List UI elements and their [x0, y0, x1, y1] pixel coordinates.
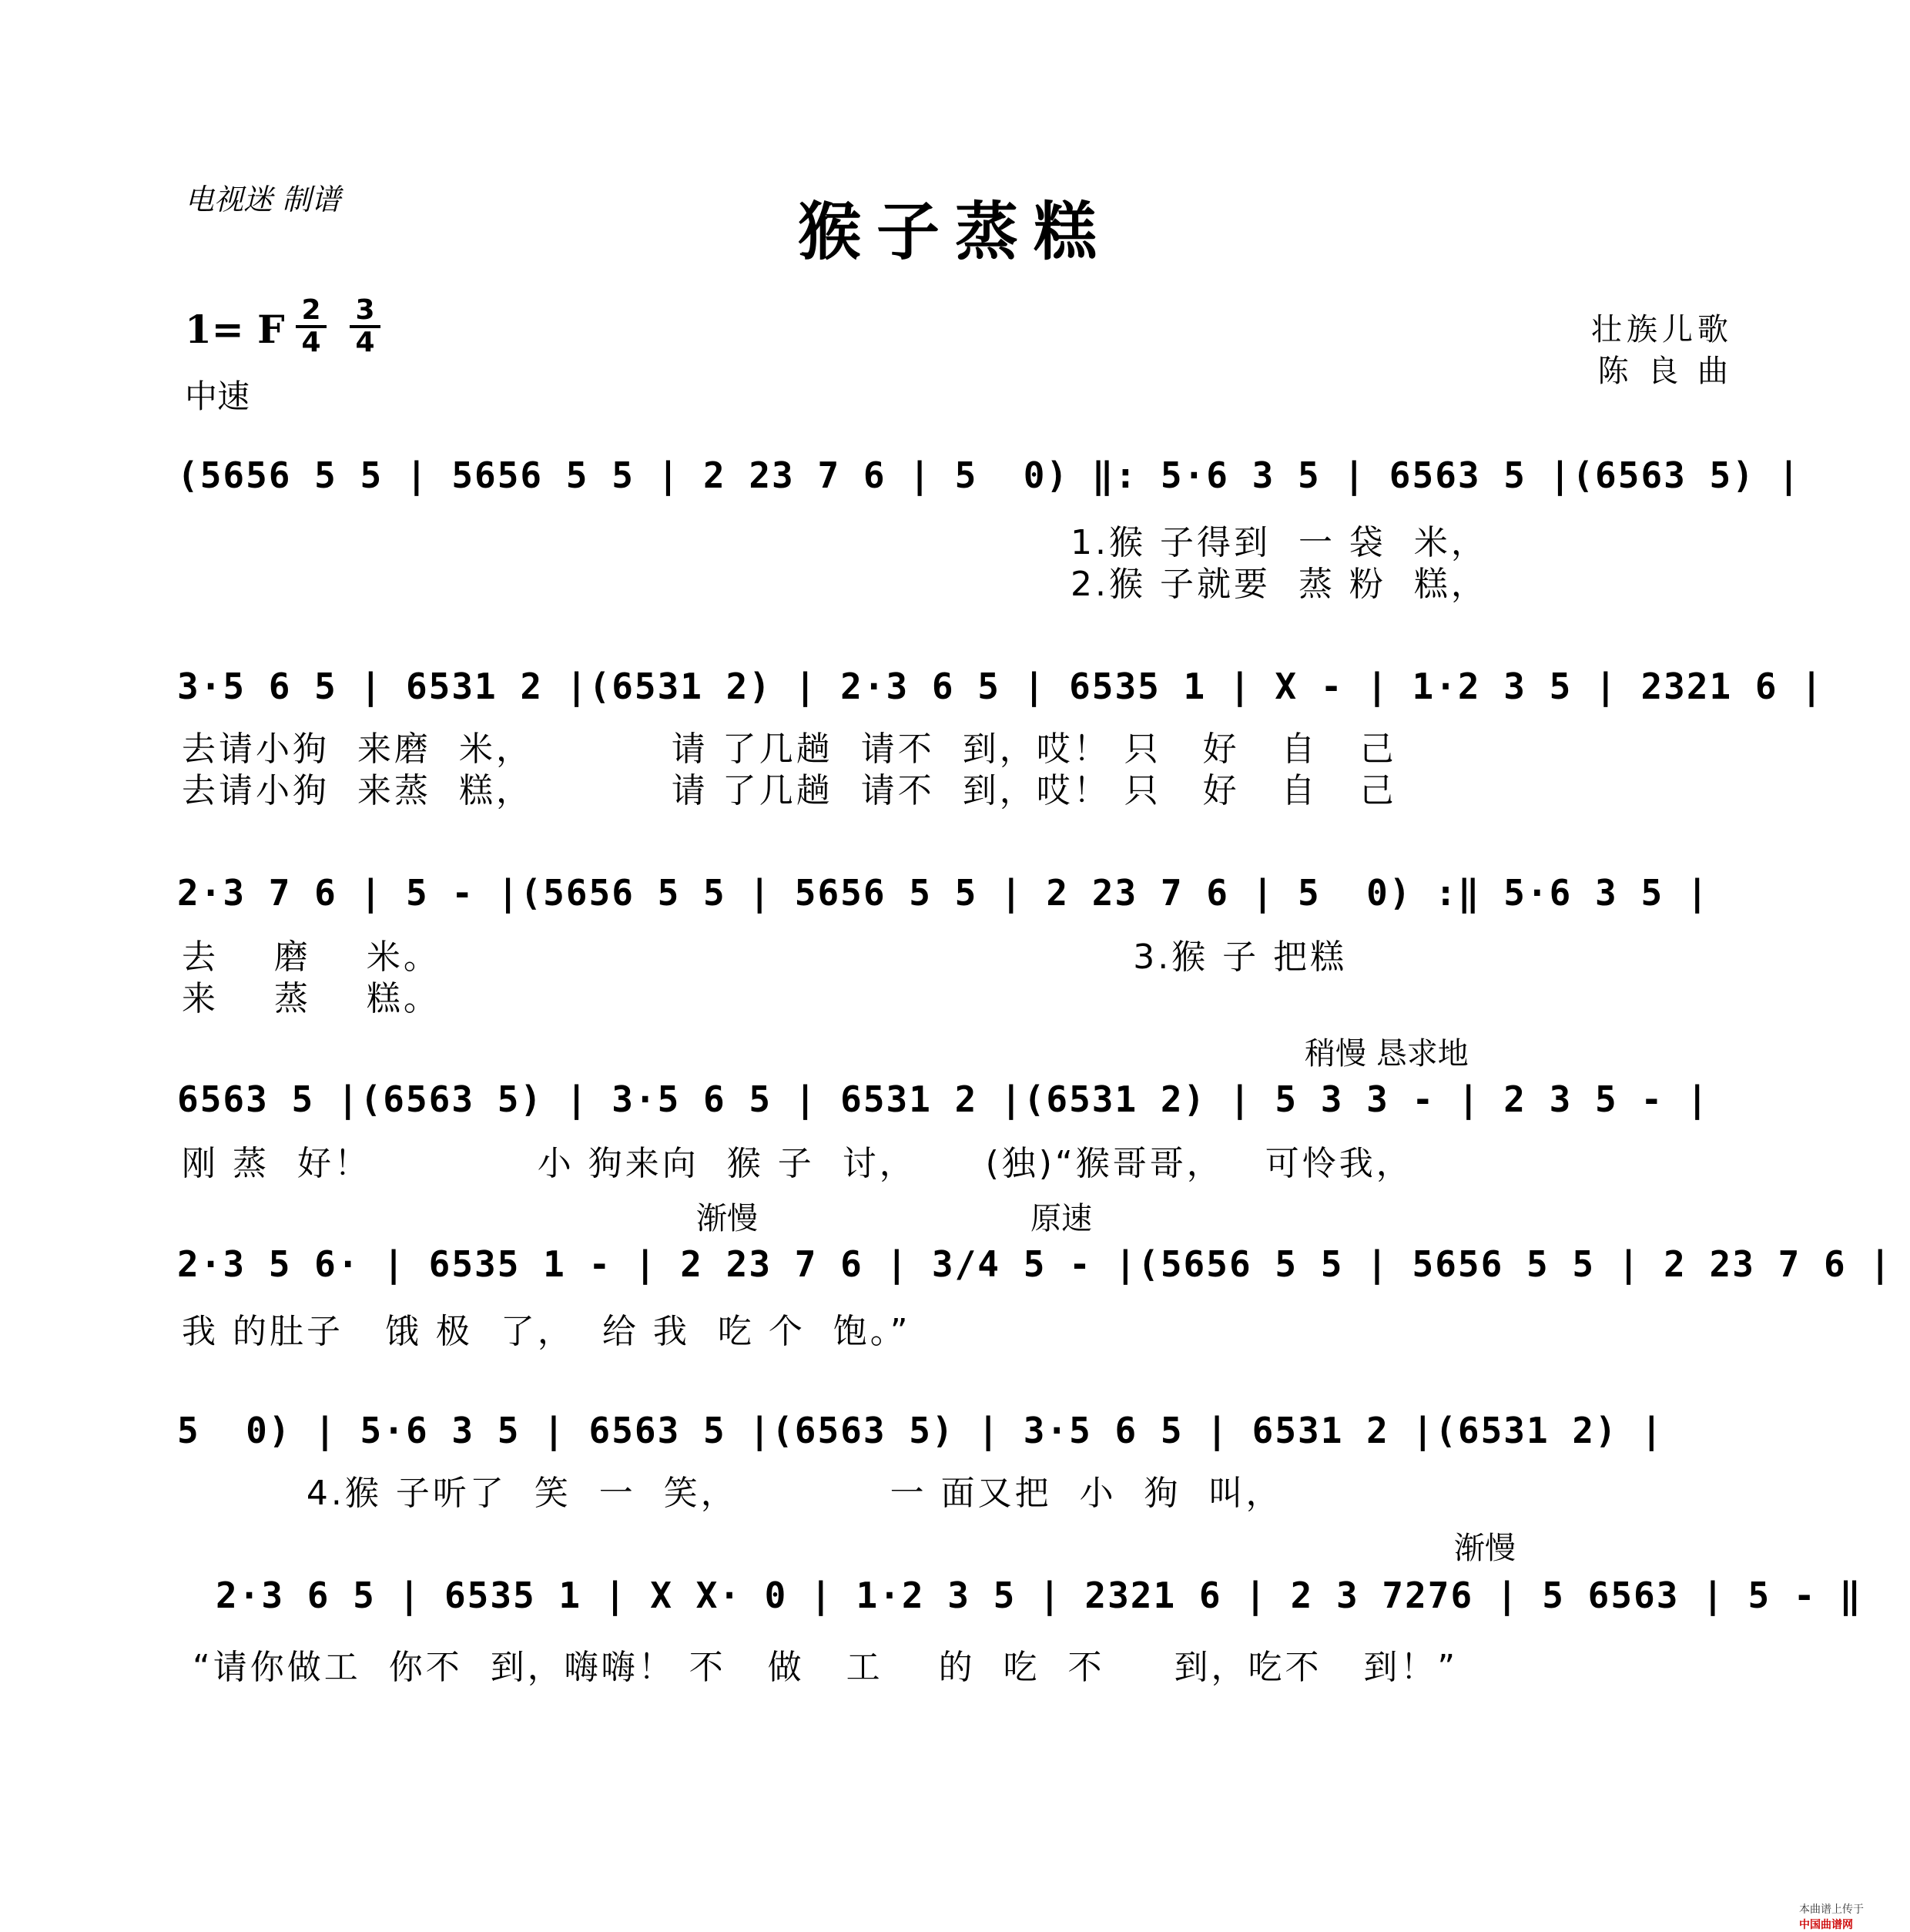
time-sig-denominator: 4	[355, 327, 375, 358]
notation-line-1: (5656 5 5 | 5656 5 5 | 2 23 7 6 | 5 0) ‖: 5·6 3 5 | 6563 5 |(6563 5) |	[177, 454, 1801, 496]
lyric-line-3b: 来 蒸 糕。	[182, 979, 441, 1018]
song-title: 猴子蒸糕	[797, 195, 1112, 269]
lyric-line-2b: 去请小狗 来蒸 糕， 请 了几趟 请不 到，哎！ 只 好 自 己	[182, 771, 1397, 810]
expression-marking-a-tempo: 原速	[1030, 1201, 1092, 1236]
lyric-line-5: 我 的肚子 饿 极 了， 给 我 吃 个 饱。”	[182, 1312, 911, 1351]
time-signature-2-4	[296, 294, 327, 358]
expression-marking-ritardando-end: 渐慢	[1454, 1531, 1516, 1566]
notation-line-3: 2·3 7 6 | 5 - |(5656 5 5 | 5656 5 5 | 2 23 7 6 | 5 0) :‖ 5·6 3 5 |	[177, 872, 1710, 914]
time-signature-3-4	[350, 294, 380, 358]
expression-marking-ritardando: 渐慢	[696, 1201, 758, 1236]
lyric-line-1a: 1.猴 子得到 一 袋 米，	[1071, 523, 1488, 562]
key-signature: 1= F	[185, 307, 285, 352]
lyric-line-7: “请你做工 你不 到，嗨嗨！ 不 做 工 的 吃 不 到，吃不 到！”	[193, 1648, 1459, 1687]
notation-line-5: 2·3 5 6· | 6535 1 - | 2 23 7 6 | 3/4 5 - |(5656 5 5 | 5656 5 5 | 2 23 7 6 |	[177, 1243, 1893, 1285]
lyric-line-6: 4.猴 子听了 笑 一 笑， 一 面又把 小 狗 叫，	[182, 1474, 1283, 1513]
time-sig-denominator: 4	[301, 327, 321, 358]
lyric-line-1b: 2.猴 子就要 蒸 粉 糕，	[1071, 565, 1488, 604]
time-sig-numerator: 2	[301, 294, 321, 326]
composer-credit: 陈 良 曲	[1597, 354, 1733, 389]
upload-source-footer	[1792, 1889, 1864, 1932]
notation-line-6: 5 0) | 5·6 3 5 | 6563 5 |(6563 5) | 3·5 6 5 | 6531 2 |(6531 2) |	[177, 1410, 1664, 1451]
lyricist-credit: 壮族儿歌	[1591, 312, 1733, 347]
lyric-line-2a: 去请小狗 来磨 米， 请 了几趟 请不 到，哎！ 只 好 自 己	[182, 730, 1397, 769]
notation-line-2: 3·5 6 5 | 6531 2 |(6531 2) | 2·3 6 5 | 6535 1 | X - | 1·2 3 5 | 2321 6 |	[177, 666, 1824, 707]
expression-marking-slow-pleading: 稍慢 恳求地	[1305, 1036, 1469, 1072]
site-logo: 中国曲谱网	[1799, 1919, 1853, 1931]
lyric-line-4: 刚 蒸 好！ 小 狗来向 猴 子 讨， (独)“猴哥哥， 可怜我，	[182, 1144, 1413, 1183]
notation-line-7: 2·3 6 5 | 6535 1 | X X· 0 | 1·2 3 5 | 2321 6 | 2 3 7276 | 5 6563 | 5 - ‖	[216, 1575, 1862, 1616]
time-sig-numerator: 3	[355, 294, 375, 326]
tempo-marking: 中速	[185, 377, 250, 415]
notation-line-4: 6563 5 |(6563 5) | 3·5 6 5 | 6531 2 |(6531 2) | 5 3 3 - | 2 3 5 - |	[177, 1078, 1710, 1120]
footer-text: 本曲谱上传于	[1799, 1903, 1864, 1916]
lyric-line-3a: 去 磨 米。 3.猴 子 把糕	[182, 937, 1348, 977]
maker-credit: 电视迷 制谱	[185, 183, 341, 216]
